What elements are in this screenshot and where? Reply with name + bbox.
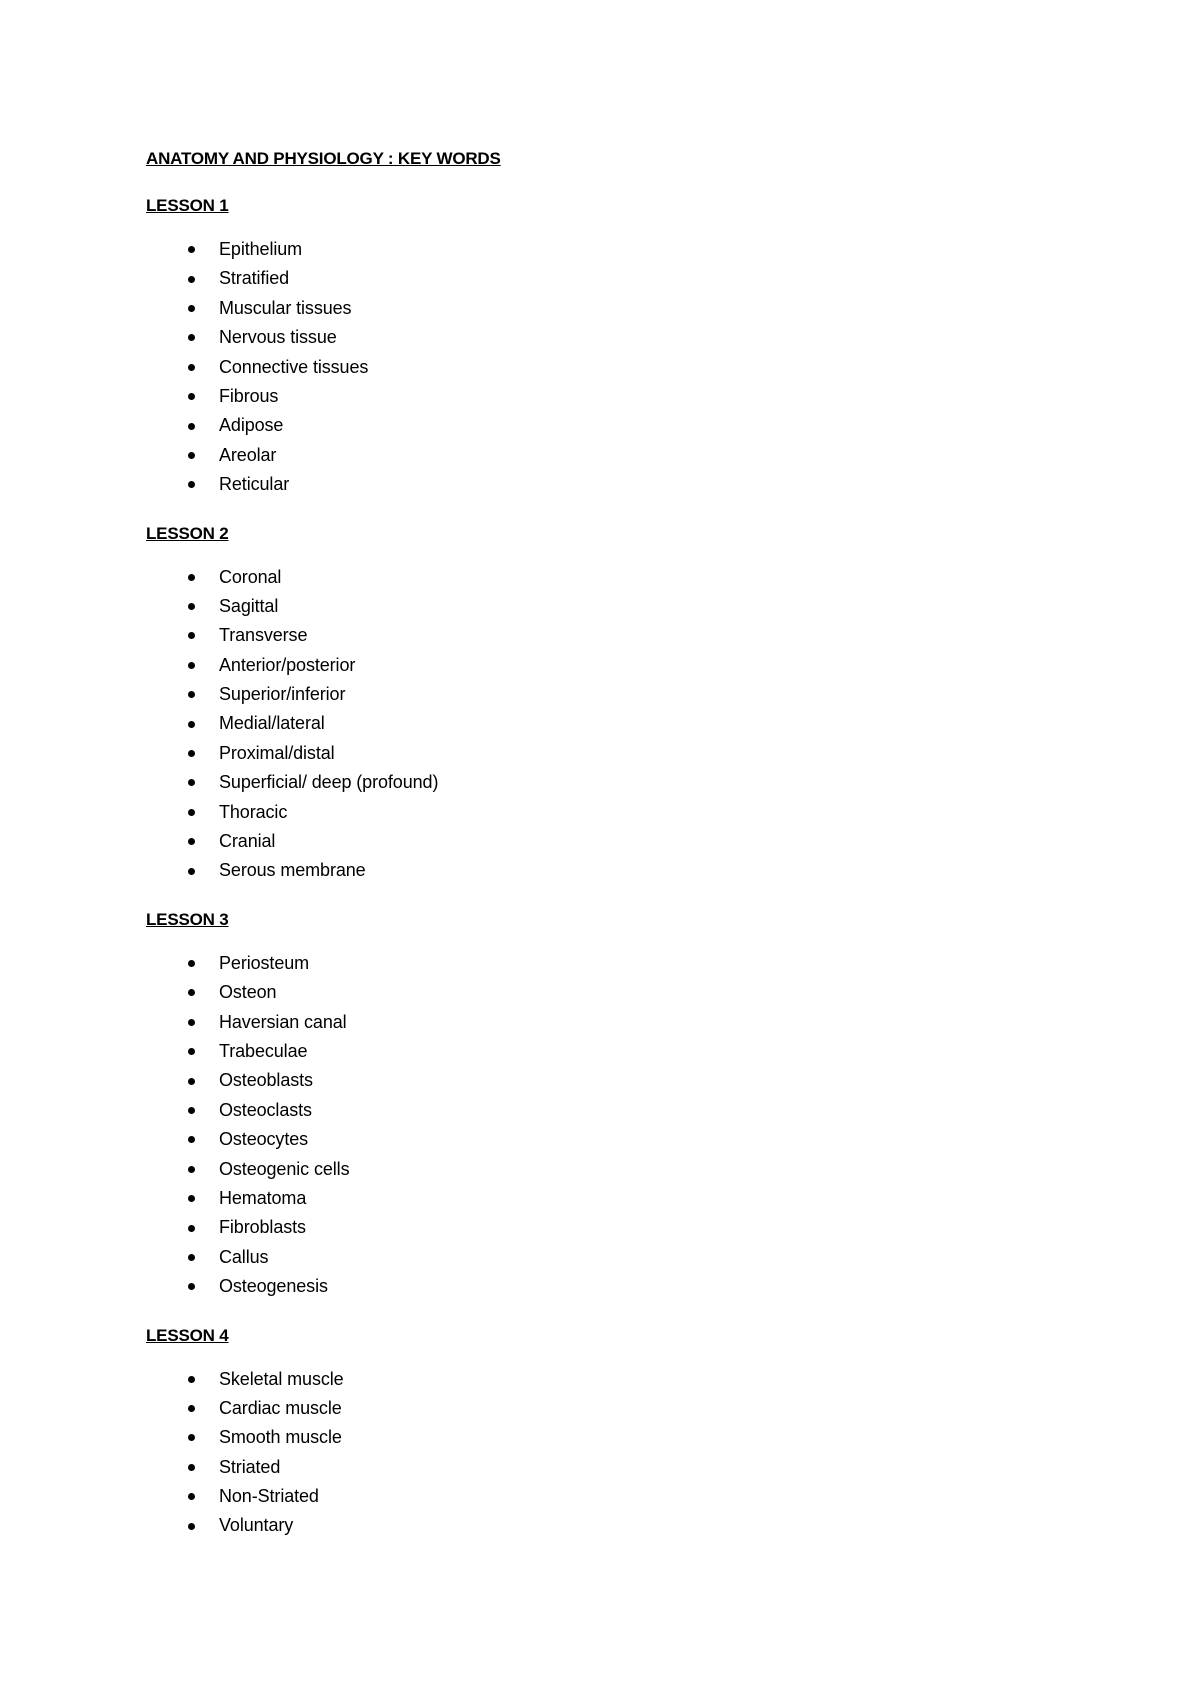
key-word-item — [146, 978, 1046, 1007]
key-word-item — [146, 1453, 1046, 1482]
key-word-text: Anterior/posterior — [219, 654, 356, 675]
key-word-text: Smooth muscle — [219, 1427, 342, 1448]
bullet-icon — [186, 353, 196, 382]
key-word-item — [146, 592, 1046, 621]
key-word-text: Muscular tissues — [219, 297, 352, 318]
document-title: ANATOMY AND PHYSIOLOGY : KEY WORDS — [146, 149, 501, 168]
key-word-text: Medial/lateral — [219, 713, 325, 734]
key-word-text: Osteogenesis — [219, 1276, 328, 1297]
key-word-text: Transverse — [219, 625, 308, 646]
key-word-text: Sagittal — [219, 595, 279, 616]
key-word-text: Thoracic — [219, 801, 288, 822]
key-word-item — [146, 470, 1046, 499]
bullet-icon — [186, 470, 196, 499]
key-word-text: Periosteum — [219, 952, 310, 973]
key-word-text: Superficial/ deep (profound) — [219, 772, 439, 793]
key-word-text: Callus — [219, 1246, 269, 1267]
bullet-icon — [186, 235, 196, 264]
key-word-item — [146, 1213, 1046, 1242]
bullet-icon — [186, 1184, 196, 1213]
key-word-item — [146, 856, 1046, 885]
key-word-item — [146, 827, 1046, 856]
bullet-icon — [186, 827, 196, 856]
bullet-icon — [186, 1394, 196, 1423]
key-word-list — [146, 1365, 1046, 1541]
document-content — [146, 146, 1046, 1541]
key-word-text: Haversian canal — [219, 1011, 347, 1032]
key-word-item — [146, 441, 1046, 470]
bullet-icon — [186, 1511, 196, 1540]
bullet-icon — [186, 739, 196, 768]
bullet-icon — [186, 1423, 196, 1452]
key-word-item — [146, 323, 1046, 352]
bullet-icon — [186, 1155, 196, 1184]
bullet-icon — [186, 1482, 196, 1511]
bullet-icon — [186, 1008, 196, 1037]
key-word-item — [146, 294, 1046, 323]
lesson-heading: LESSON 1 — [146, 196, 229, 215]
key-word-text: Areolar — [219, 444, 277, 465]
key-word-item — [146, 680, 1046, 709]
key-word-text: Hematoma — [219, 1187, 307, 1208]
key-word-item — [146, 739, 1046, 768]
key-word-item — [146, 651, 1046, 680]
lesson-heading: LESSON 3 — [146, 909, 229, 929]
key-word-text: Connective tissues — [219, 356, 369, 377]
bullet-icon — [186, 1096, 196, 1125]
key-word-item — [146, 1272, 1046, 1301]
key-word-text: Coronal — [219, 566, 282, 587]
key-word-text: Epithelium — [219, 239, 303, 259]
bullet-icon — [186, 563, 196, 592]
key-word-item — [146, 1511, 1046, 1540]
key-word-item — [146, 1423, 1046, 1452]
key-word-text: Fibroblasts — [219, 1217, 306, 1238]
bullet-icon — [186, 709, 196, 738]
bullet-icon — [186, 264, 196, 293]
bullet-icon — [186, 621, 196, 650]
key-word-item — [146, 768, 1046, 797]
key-word-item — [146, 798, 1046, 827]
key-word-text: Reticular — [219, 474, 290, 495]
bullet-icon — [186, 798, 196, 827]
bullet-icon — [186, 856, 196, 885]
bullet-icon — [186, 1453, 196, 1482]
key-word-item — [146, 621, 1046, 650]
key-word-text: Skeletal muscle — [219, 1368, 344, 1389]
key-word-item — [146, 353, 1046, 382]
key-word-item — [146, 1037, 1046, 1066]
bullet-icon — [186, 949, 196, 978]
bullet-icon — [186, 441, 196, 470]
key-word-text: Cardiac muscle — [219, 1397, 342, 1418]
key-word-item — [146, 1155, 1046, 1184]
bullet-icon — [186, 680, 196, 709]
key-word-item — [146, 563, 1046, 592]
bullet-icon — [186, 1243, 196, 1272]
bullet-icon — [186, 1066, 196, 1095]
lesson-heading: LESSON 2 — [146, 523, 229, 543]
key-word-text: Trabeculae — [219, 1040, 308, 1061]
key-word-list — [146, 235, 1046, 500]
bullet-icon — [186, 1037, 196, 1066]
key-word-text: Non-Striated — [219, 1486, 319, 1507]
key-word-item — [146, 1125, 1046, 1154]
bullet-icon — [186, 651, 196, 680]
key-word-text: Proximal/distal — [219, 742, 335, 763]
bullet-icon — [186, 768, 196, 797]
key-word-item — [146, 949, 1046, 978]
key-word-text: Osteogenic cells — [219, 1158, 350, 1179]
lesson-section — [146, 907, 1046, 1302]
key-word-item — [146, 1008, 1046, 1037]
key-word-list — [146, 563, 1046, 886]
key-word-item — [146, 264, 1046, 293]
bullet-icon — [186, 382, 196, 411]
bullet-icon — [186, 1213, 196, 1242]
key-word-item — [146, 709, 1046, 738]
bullet-icon — [186, 1125, 196, 1154]
key-word-text: Superior/inferior — [219, 684, 346, 705]
bullet-icon — [186, 323, 196, 352]
bullet-icon — [186, 411, 196, 440]
bullet-icon — [186, 1272, 196, 1301]
key-word-item — [146, 1365, 1046, 1394]
key-word-item — [146, 1066, 1046, 1095]
key-word-text: Osteoblasts — [219, 1070, 313, 1091]
key-word-item — [146, 1184, 1046, 1213]
key-word-text: Osteon — [219, 982, 277, 1003]
key-word-text: Voluntary — [219, 1515, 294, 1536]
lesson-heading: LESSON 4 — [146, 1325, 229, 1345]
lesson-section — [146, 193, 1046, 500]
key-word-item — [146, 411, 1046, 440]
key-word-item — [146, 382, 1046, 411]
key-word-item — [146, 1482, 1046, 1511]
key-word-text: Cranial — [219, 831, 276, 852]
bullet-icon — [186, 294, 196, 323]
key-word-text: Osteocytes — [219, 1129, 309, 1150]
key-word-text: Stratified — [219, 268, 290, 289]
key-word-text: Nervous tissue — [219, 327, 337, 348]
bullet-icon — [186, 592, 196, 621]
key-word-text: Striated — [219, 1456, 281, 1477]
lessons-container — [146, 193, 1046, 1541]
lesson-section — [146, 521, 1046, 886]
key-word-item — [146, 1394, 1046, 1423]
key-word-item — [146, 235, 1046, 264]
key-word-item — [146, 1096, 1046, 1125]
lesson-section — [146, 1323, 1046, 1541]
bullet-icon — [186, 978, 196, 1007]
key-word-list — [146, 949, 1046, 1302]
key-word-item — [146, 1243, 1046, 1272]
key-word-text: Adipose — [219, 415, 284, 436]
key-word-text: Osteoclasts — [219, 1099, 312, 1120]
key-word-text: Fibrous — [219, 385, 279, 406]
bullet-icon — [186, 1365, 196, 1394]
key-word-text: Serous membrane — [219, 860, 366, 881]
